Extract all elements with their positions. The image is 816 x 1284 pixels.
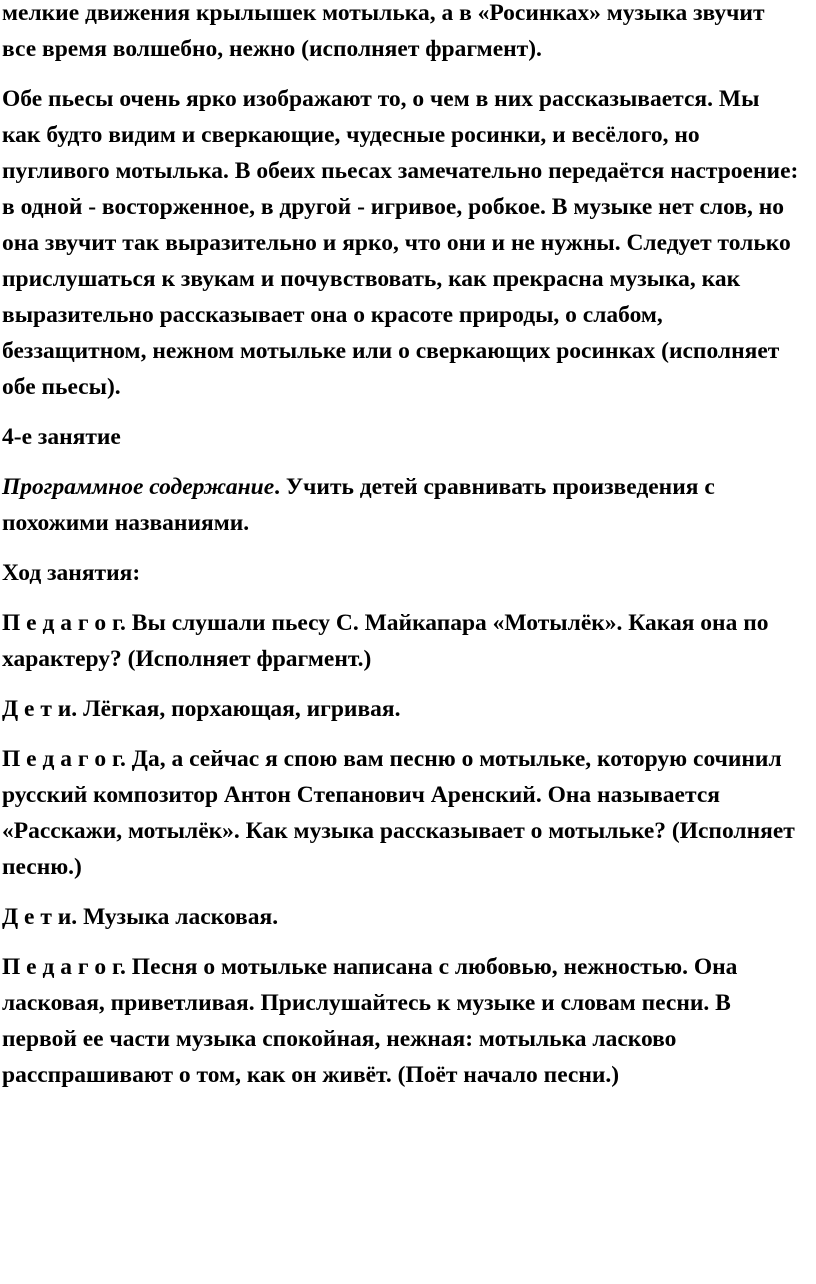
dialogue-text: Вы слушали пьесу С. Майкапара «Мотылёк». Какая она по характеру? (Исполняет фрагмент.) [2, 610, 769, 672]
dialogue-text: Музыка ласковая. [77, 904, 279, 930]
speaker-label: П е д а г о г. [2, 610, 126, 636]
lesson-course-heading [2, 555, 802, 591]
dialogue-children-1 [2, 691, 802, 727]
paragraph-program-content [2, 469, 802, 541]
paragraph-both-pieces [2, 81, 802, 405]
speaker-label: П е д а г о г. [2, 954, 126, 980]
dialogue-text: Лёгкая, порхающая, игривая. [77, 696, 401, 722]
dialogue-teacher-3 [2, 949, 802, 1093]
dialogue-teacher-1 [2, 605, 802, 677]
dialogue-children-2 [2, 899, 802, 935]
speaker-label: Д е т и. [2, 904, 78, 930]
lesson-heading-text: 4-е занятие [2, 424, 121, 450]
speaker-label: Д е т и. [2, 696, 78, 722]
dialogue-text: Песня о мотыльке написана с любовью, нежностью. Она ласковая, приветливая. Прислушайтесь к музыке и словам песни. В первой ее части музыка спокойная, нежная: мотылька ласково расспрашивают о том, как он живёт. (Поёт начало песни.) [2, 954, 738, 1088]
speaker-label: П е д а г о г. [2, 746, 126, 772]
lesson-heading [2, 419, 802, 455]
paragraph-text: мелкие движения крылышек мотылька, а в «Росинках» музыка звучит все время волшебно, нежно (исполняет фрагмент). [2, 0, 765, 62]
dialogue-text: Да, а сейчас я спою вам песню о мотыльке, которую сочинил русский композитор Антон Степанович Аренский. Она называется «Расскажи, мотылёк». Как музыка рассказывает о мотыльке? (Исполняет песню.) [2, 746, 795, 880]
lesson-course-heading-text: Ход занятия: [2, 560, 141, 586]
paragraph-text: . Учить детей сравнивать произведения с похожими названиями. [2, 474, 715, 536]
dialogue-teacher-2 [2, 741, 802, 885]
paragraph-text: Обе пьесы очень ярко изображают то, о чем в них рассказывается. Мы как будто видим и сверкающие, чудесные росинки, и весёлого, но пугливого мотылька. В обеих пьесах замечательно передаётся настроение: в одной - восторженное, в другой - игривое, робкое. В музыке нет слов, но она звучит так выразительно и ярко, что они и не нужны. Следует только прислушаться к звукам и почувствовать, как прекрасна музыка, как выразительно рассказывает она о красоте природы, о слабом, беззащитном, нежном мотыльке или о сверкающих росинках (исполняет обе пьесы). [2, 86, 799, 400]
paragraph-moth-description [2, 0, 802, 67]
program-content-label: Программное содержание [2, 474, 275, 500]
